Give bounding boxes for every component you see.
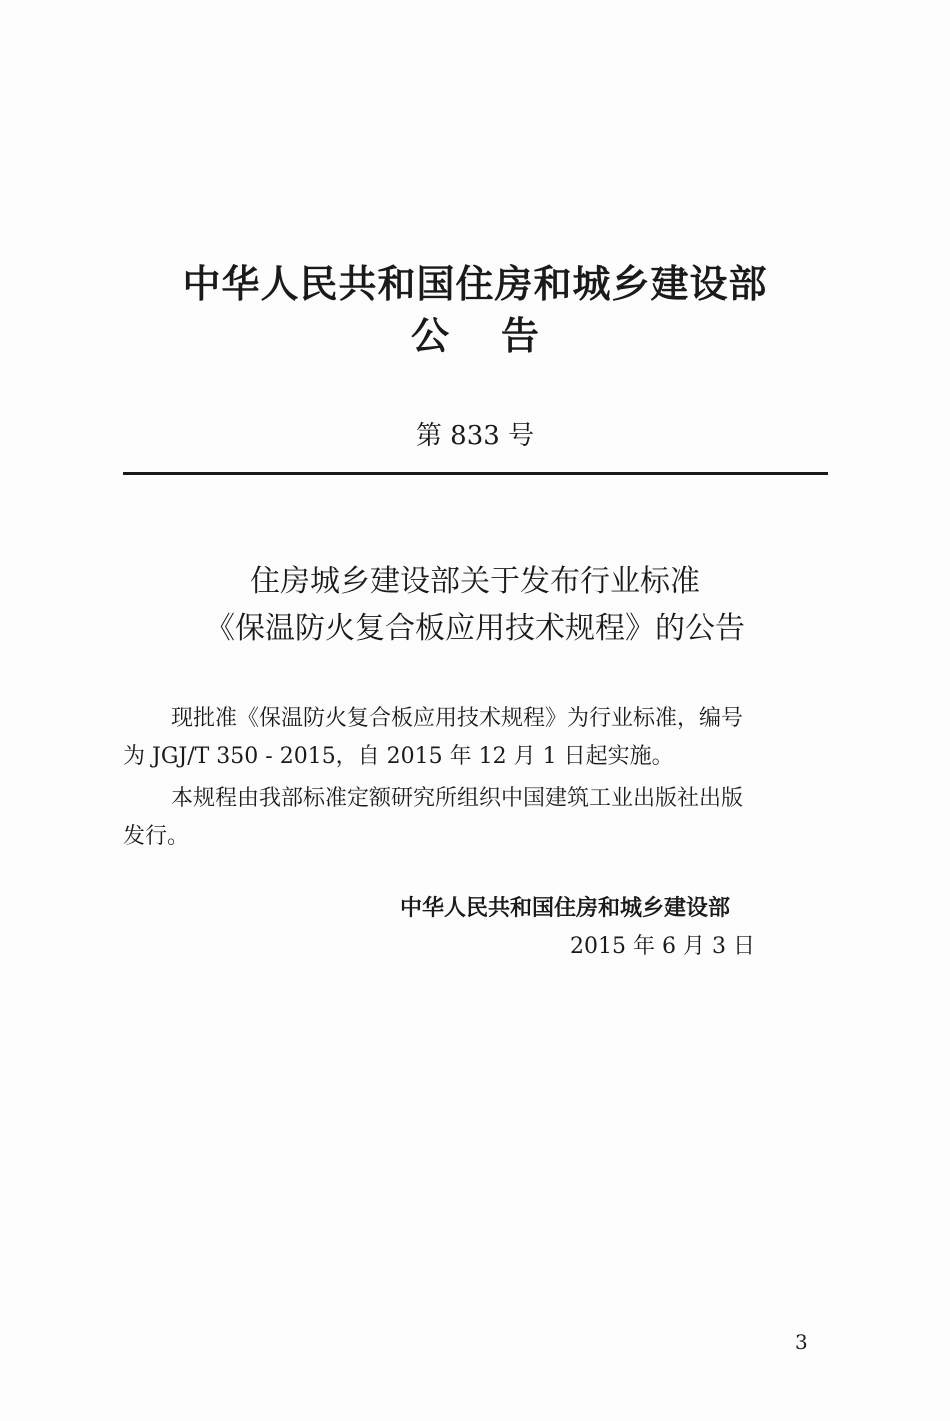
notice-number: 第 833 号 — [415, 421, 535, 451]
signature-issuer: 中华人民共和国住房和城乡建设部 — [400, 896, 731, 921]
signature-date: 2015 年 6 月 3 日 — [570, 934, 755, 959]
heading-line-2: 《保温防火复合板应用技术规程》的公告 — [205, 611, 745, 646]
page-number: 3 — [795, 1330, 808, 1354]
body-paragraph-2-line-2: 发行。 — [123, 824, 190, 849]
body-paragraph-1-line-1: 现批准《保温防火复合板应用技术规程》为行业标准，编号 — [171, 706, 744, 731]
notice-label — [0, 310, 950, 362]
notice-label-char-1: 公 — [410, 314, 449, 358]
issuer-title: 中华人民共和国住房和城乡建设部 — [182, 262, 768, 306]
heading-line-1: 住房城乡建设部关于发布行业标准 — [250, 564, 700, 599]
divider-rule — [123, 472, 828, 475]
body-paragraph-1-line-2: 为 JGJ/T 350 - 2015，自 2015 年 12 月 1 日起实施。 — [123, 744, 674, 769]
body-paragraph-2-line-1: 本规程由我部标准定额研究所组织中国建筑工业出版社出版 — [171, 786, 744, 811]
notice-label-char-2: 告 — [501, 314, 540, 358]
